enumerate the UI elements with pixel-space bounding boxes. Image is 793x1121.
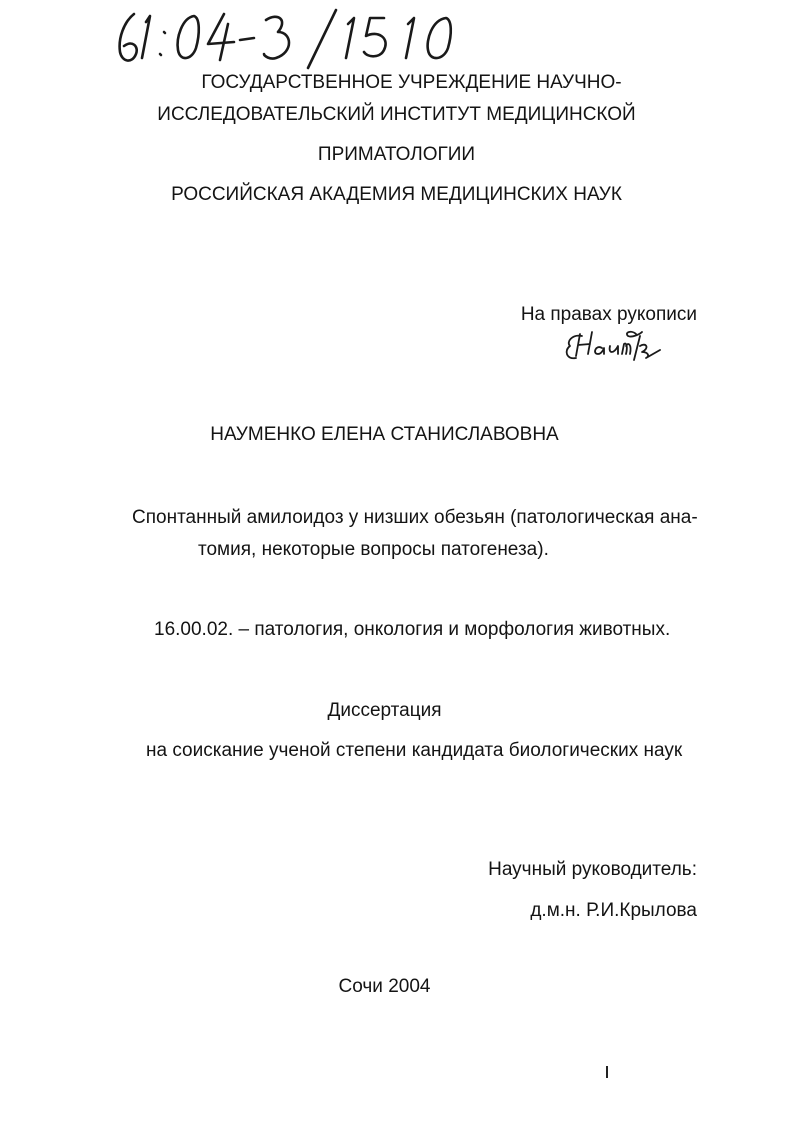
supervisor-label: Научный руководитель: [488,859,697,880]
archive-number-handwriting [112,8,492,70]
scan-mark [606,1066,608,1078]
academy-header: РОССИЙСКАЯ АКАДЕМИЯ МЕДИЦИНСКИХ НАУК [171,184,622,205]
document-type: Диссертация [327,700,442,721]
dissertation-title-line-1: Спонтанный амилоидоз у низших обезьян (патологическая ана- [132,507,698,528]
institution-header-line-3: ПРИМАТОЛОГИИ [317,144,476,165]
institution-header-line-1: ГОСУДАРСТВЕННОЕ УЧРЕЖДЕНИЕ НАУЧНО- [201,72,622,93]
dissertation-title-line-2: томия, некоторые вопросы патогенеза). [198,539,549,560]
author-name: НАУМЕНКО ЕЛЕНА СТАНИСЛАВОВНА [210,424,559,445]
place-and-year: Сочи 2004 [338,976,431,997]
signature [562,326,672,366]
manuscript-rights-note: На правах рукописи [520,304,697,325]
institution-header-line-2: ИССЛЕДОВАТЕЛЬСКИЙ ИНСТИТУТ МЕДИЦИНСКОЙ [157,104,636,125]
specialty-code: 16.00.02. – патология, онкология и морфология животных. [154,619,671,640]
degree-description: на соискание ученой степени кандидата биологических наук [146,740,683,761]
supervisor-name: д.м.н. Р.И.Крылова [530,900,697,921]
